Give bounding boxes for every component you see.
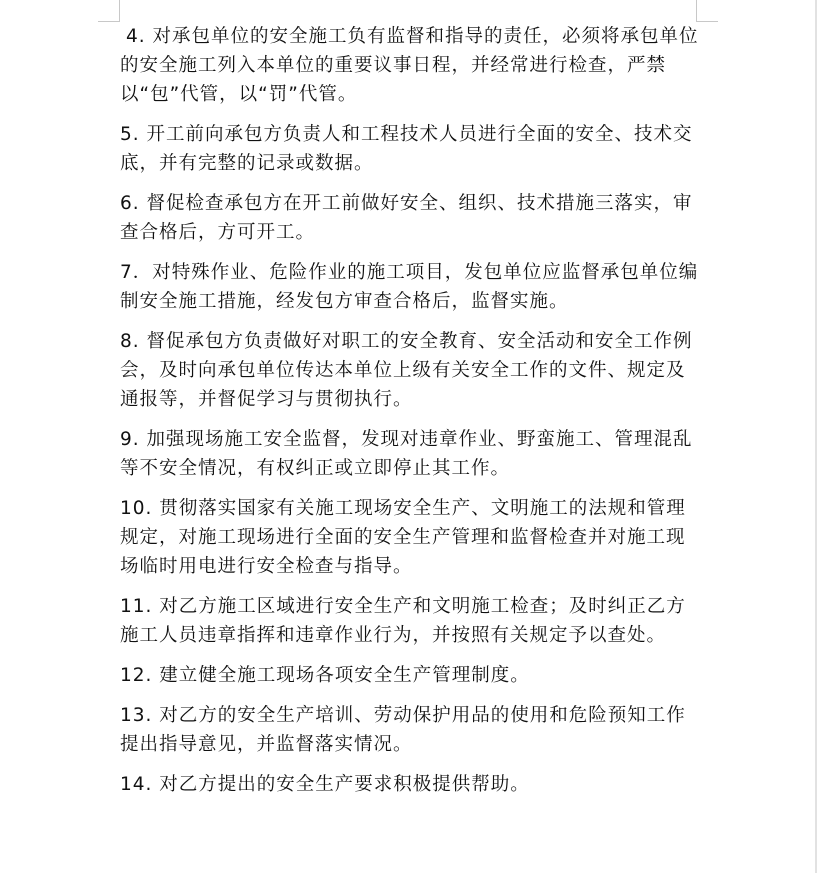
paragraph-item-6: 6. 督促检查承包方在开工前做好安全、组织、技术措施三落实，审查合格后，方可开工。 xyxy=(120,193,693,243)
crop-mark-top-left-vertical xyxy=(119,0,120,22)
paragraph-item-13: 13. 对乙方的安全生产培训、劳动保护用品的使用和危险预知工作提出指导意见，并监督落实情况。 xyxy=(120,705,686,755)
paragraph-item-10: 10. 贯彻落实国家有关施工现场安全生产、文明施工的法规和管理规定，对施工现场进行全面的安全生产管理和监督检查并对施工现场临时用电进行安全检查与指导。 xyxy=(120,498,686,577)
paragraph-item-7: 7．对特殊作业、危险作业的施工项目，发包单位应监督承包单位编制安全施工措施，经发包方审查合格后，监督实施。 xyxy=(120,262,699,312)
document-body xyxy=(120,22,700,810)
crop-mark-top-left-horizontal xyxy=(98,21,120,22)
paragraph-item-11: 11. 对乙方施工区域进行安全生产和文明施工检查；及时纠正乙方施工人员违章指挥和违章作业行为，并按照有关规定予以查处。 xyxy=(120,596,686,646)
paragraph-item-5: 5. 开工前向承包方负责人和工程技术人员进行全面的安全、技术交底，并有完整的记录或数据。 xyxy=(120,124,693,174)
paragraph-item-9: 9. 加强现场施工安全监督，发现对违章作业、野蛮施工、管理混乱等不安全情况，有权纠正或立即停止其工作。 xyxy=(120,429,693,479)
paragraph-item-12: 12. 建立健全施工现场各项安全生产管理制度。 xyxy=(120,665,530,686)
crop-mark-top-right-vertical xyxy=(696,0,697,22)
paragraph-item-14: 14. 对乙方提出的安全生产要求积极提供帮助。 xyxy=(120,774,530,795)
paragraph-item-8: 8. 督促承包方负责做好对职工的安全教育、安全活动和安全工作例会，及时向承包单位传达本单位上级有关安全工作的文件、规定及通报等，并督促学习与贯彻执行。 xyxy=(120,331,693,410)
paragraph-item-4: 4. 对承包单位的安全施工负有监督和指导的责任，必须将承包单位的安全施工列入本单位的重要议事日程，并经常进行检查，严禁以“包”代管，以“罚”代管。 xyxy=(120,26,699,105)
